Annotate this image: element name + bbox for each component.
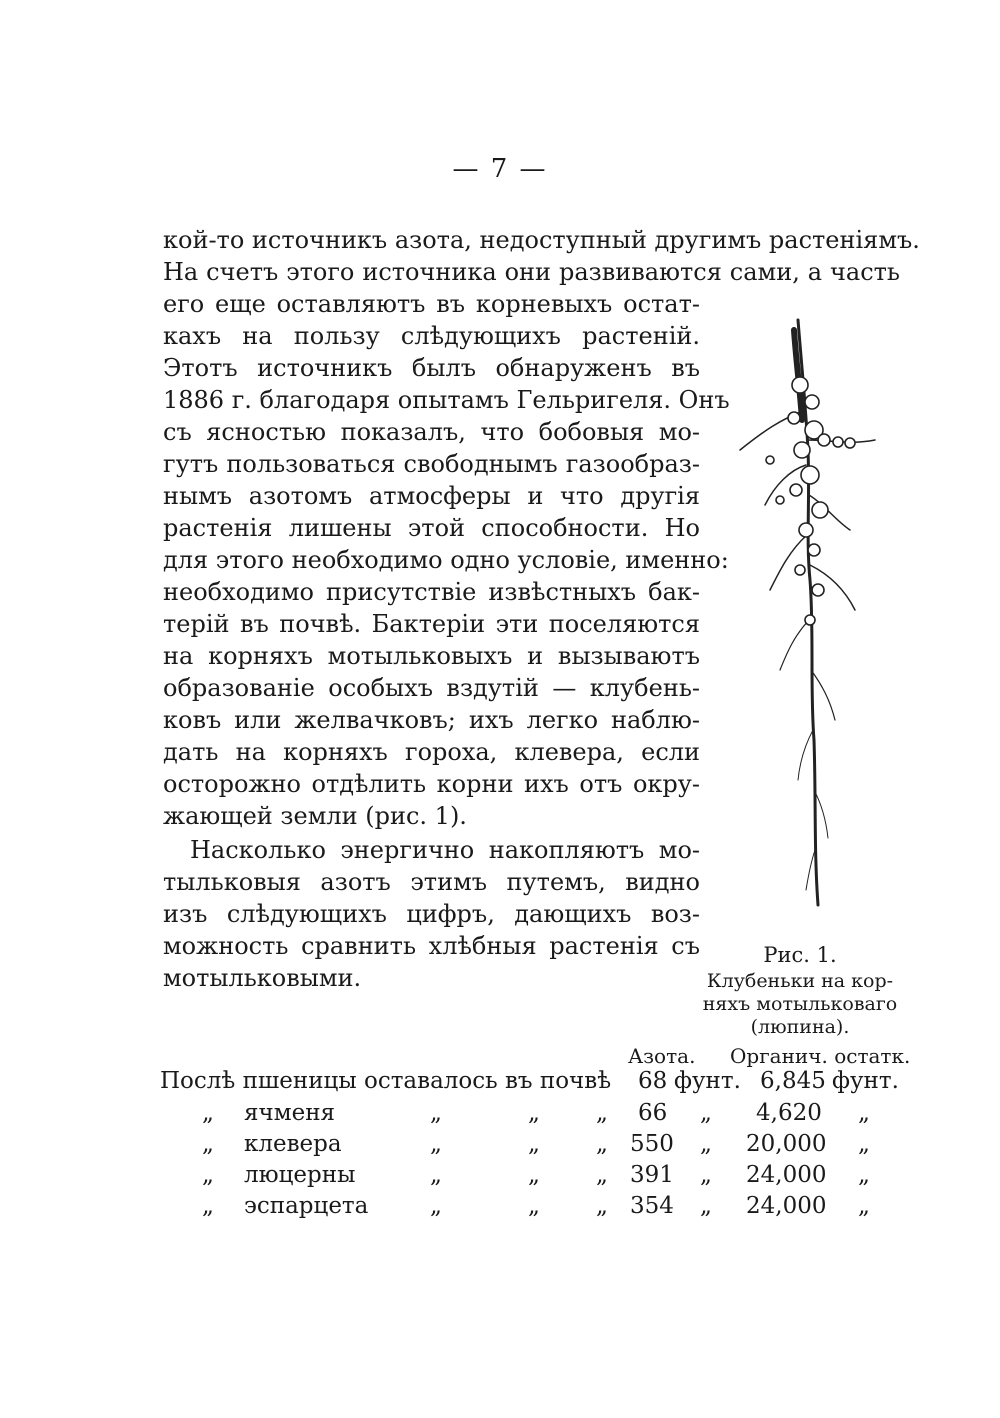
ditto-mark: „ [858,1100,870,1126]
organic-value: 24,000 [746,1193,827,1219]
text-line: Этотъ источникъ былъ обнаруженъ въ [163,354,700,382]
ditto-mark: „ [430,1100,442,1126]
ditto-mark: „ [700,1131,712,1157]
text-line: Насколько энергично накопляютъ мо- [190,836,700,864]
text-line: съ ясностью показалъ, что бобовыя мо- [163,418,700,446]
text-line: растенія лишены этой способности. Но [163,514,700,542]
text-line: его еще оставляютъ въ корневыхъ остат- [163,290,700,318]
ditto-mark: „ [858,1162,870,1188]
text-line: мотыльковыми. [163,964,362,992]
column-header-nitrogen: Азота. [628,1044,696,1068]
crop-name: клевера [244,1131,342,1157]
organic-value: 4,620 [756,1100,822,1126]
organic-value: 6,845 [760,1068,826,1094]
ditto-mark: „ [202,1131,214,1157]
text-line: нымъ азотомъ атмосферы и что другія [163,482,700,510]
ditto-mark: „ [858,1131,870,1157]
crop-name: эспарцета [244,1193,369,1219]
ditto-mark: „ [430,1193,442,1219]
ditto-mark: „ [596,1193,608,1219]
text-line: осторожно отдѣлить корни ихъ отъ окру- [163,770,700,798]
ditto-mark: „ [202,1162,214,1188]
table-row [160,1068,905,1102]
text-line: дать на корняхъ гороха, клевера, если [163,738,700,766]
table-row [160,1193,905,1225]
ditto-mark: „ [596,1100,608,1126]
figure-label: Рис. 1. [763,943,837,967]
column-header-organic: Органич. остатк. [730,1044,911,1068]
ditto-mark: „ [430,1131,442,1157]
ditto-mark: „ [528,1193,540,1219]
text-line: жающей земли (рис. 1). [163,802,467,830]
crop-name: люцерны [244,1162,356,1188]
text-line: гутъ пользоваться свободнымъ газообраз- [163,450,700,478]
text-line: 1886 г. благодаря опытамъ Гельригеля. Онъ [163,386,730,414]
text-line: ковъ или желвачковъ; ихъ легко наблю- [163,706,700,734]
ditto-mark: „ [858,1193,870,1219]
nitrogen-value: 354 [630,1193,674,1219]
crop-name: ячменя [244,1100,336,1126]
ditto-mark: „ [528,1162,540,1188]
table-row [160,1100,905,1132]
lupine-root-illustration [710,290,910,930]
ditto-mark: „ [700,1193,712,1219]
organic-value: 20,000 [746,1131,827,1157]
ditto-mark: „ [528,1100,540,1126]
table-row [160,1131,905,1163]
ditto-mark: „ [430,1162,442,1188]
page-number: — 7 — [452,154,548,184]
unit-label: фунт. [832,1068,899,1094]
figure-caption-line: няхъ мотыльковаго [702,993,898,1015]
organic-value: 24,000 [746,1162,827,1188]
ditto-mark: „ [202,1100,214,1126]
ditto-mark: „ [596,1162,608,1188]
text-line: необходимо присутствіе извѣстныхъ бак- [163,578,700,606]
text-line: терій въ почвѣ. Бактеріи эти поселяются [163,610,700,638]
row-label: Послѣ пшеницы оставалось въ почвѣ [160,1068,612,1094]
text-line: для этого необходимо одно условіе, именно: [163,546,729,574]
text-line: кой-то источникъ азота, недоступный другимъ растеніямъ. [163,226,920,254]
nitrogen-value: 68 [638,1068,668,1094]
ditto-mark: „ [700,1162,712,1188]
nitrogen-value: 550 [630,1131,674,1157]
unit-label: фунт. [674,1068,741,1094]
text-line: образованіе особыхъ вздутій — клубень- [163,674,700,702]
ditto-mark: „ [528,1131,540,1157]
text-line: тыльковыя азотъ этимъ путемъ, видно [163,868,700,896]
text-line: изъ слѣдующихъ цифръ, дающихъ воз- [163,900,700,928]
text-line: на корняхъ мотыльковыхъ и вызываютъ [163,642,700,670]
text-line: На счетъ этого источника они развиваются сами, а часть [163,258,900,286]
ditto-mark: „ [202,1193,214,1219]
figure-caption-line: Клубеньки на кор- [706,970,894,992]
ditto-mark: „ [596,1131,608,1157]
text-line: кахъ на пользу слѣдующихъ растеній. [163,322,700,350]
nitrogen-value: 66 [638,1100,668,1126]
nitrogen-value: 391 [630,1162,674,1188]
text-line: можность сравнить хлѣбныя растенія съ [163,932,700,960]
table-row [160,1162,905,1194]
ditto-mark: „ [700,1100,712,1126]
figure-caption-line: (люпина). [750,1016,850,1038]
